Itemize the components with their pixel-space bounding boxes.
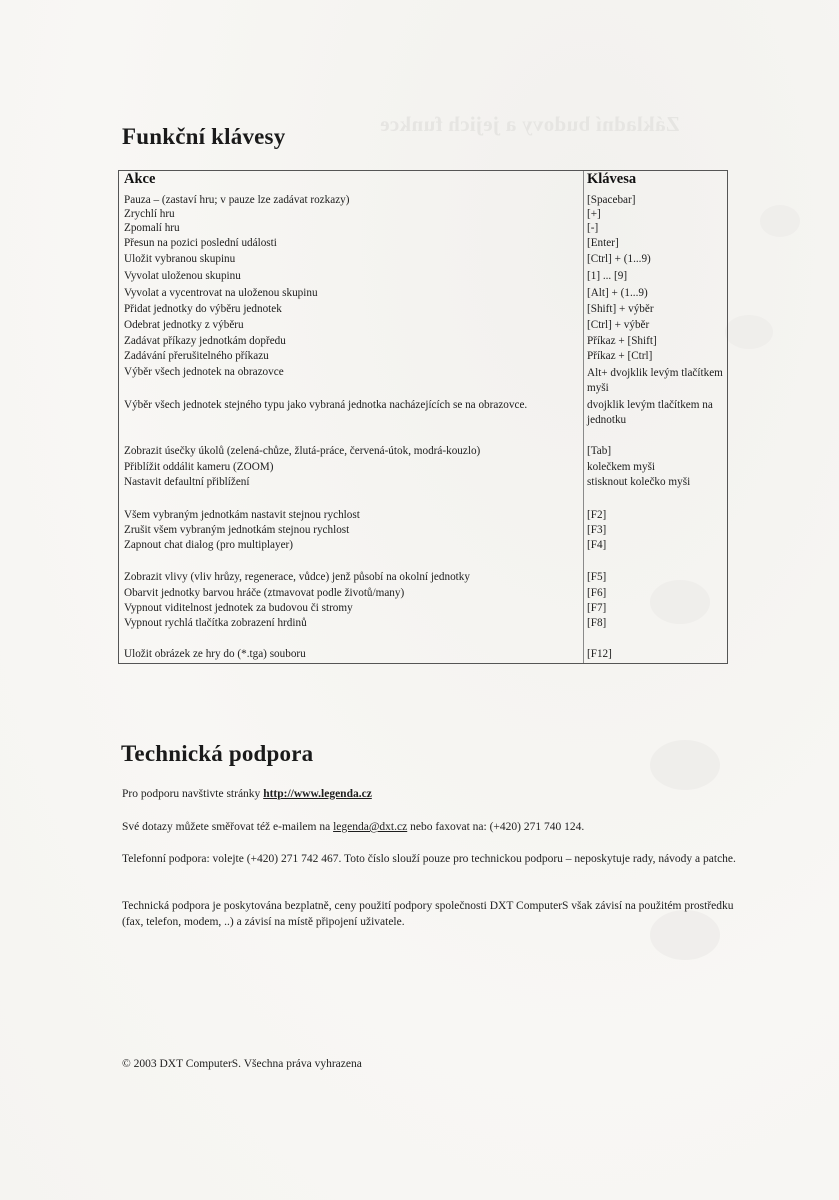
technical-support-title: Technická podpora <box>121 741 314 766</box>
support-paragraph-web <box>122 786 742 802</box>
row-action: Vyvolat a vycentrovat na uloženou skupinu <box>124 287 318 299</box>
row-action: Výběr všech jednotek stejného typu jako vybraná jednotka nacházejících se na obrazovce. <box>124 399 528 411</box>
support-paragraph-pricing: Technická podpora je poskytována bezplatně, ceny použití podpory společnosti DXT ComputerS však závisí na použitém prostředku (fax, telefon, modem, ..) a závisí na místě připojení uživatele. <box>122 900 734 928</box>
row-action: Všem vybraným jednotkám nastavit stejnou rychlost <box>124 509 360 521</box>
support-email-link[interactable]: legenda@dxt.cz <box>333 821 408 833</box>
bleed-through-mark <box>725 315 773 349</box>
row-action: Zrušit všem vybraným jednotkám stejnou rychlost <box>124 524 350 536</box>
row-key: [F4] <box>587 539 607 551</box>
row-key: [1] ... [9] <box>587 270 628 282</box>
copyright-footer: © 2003 DXT ComputerS. Všechna práva vyhrazena <box>122 1058 362 1070</box>
row-action: Zapnout chat dialog (pro multiplayer) <box>124 539 294 551</box>
row-action: Odebrat jednotky z výběru <box>124 319 244 331</box>
row-action: Zobrazit úsečky úkolů (zelená-chůze, žlutá-práce, červená-útok, modrá-kouzlo) <box>124 445 481 457</box>
row-key: [Enter] <box>587 237 619 249</box>
row-action: Výběr všech jednotek na obrazovce <box>124 366 284 378</box>
support-paragraph-phone: Telefonní podpora: volejte (+420) 271 742 467. Toto číslo slouží pouze pro technickou podporu – neposkytuje rady, návody a patche. <box>122 853 736 865</box>
row-key: [Spacebar] <box>587 194 636 206</box>
row-key: [-] <box>587 222 599 234</box>
row-action: Vypnout rychlá tlačítka zobrazení hrdinů <box>124 617 307 629</box>
row-action: Přiblížit oddálit kameru (ZOOM) <box>124 461 274 473</box>
row-key: Příkaz + [Ctrl] <box>587 350 653 362</box>
row-action: Zrychlí hru <box>124 208 175 220</box>
row-key: [F12] <box>587 648 612 660</box>
row-key: [F2] <box>587 509 607 521</box>
bleed-through-mark <box>760 205 800 237</box>
header-action: Akce <box>124 171 156 187</box>
function-keys-table <box>118 170 728 664</box>
row-key: kolečkem myši <box>587 461 656 473</box>
row-key: [Ctrl] + výběr <box>587 319 650 331</box>
row-key: Příkaz + [Shift] <box>587 335 657 347</box>
row-key: [F3] <box>587 524 607 536</box>
row-action: Nastavit defaultní přiblížení <box>124 476 250 488</box>
column-divider <box>583 171 584 663</box>
row-action: Vyvolat uloženou skupinu <box>124 270 241 282</box>
row-key: [Tab] <box>587 445 612 457</box>
row-action: Obarvit jednotky barvou hráče (ztmavovat podle životů/many) <box>124 587 405 599</box>
row-action: Zadávání přerušitelného příkazu <box>124 350 269 362</box>
row-key: [+] <box>587 208 601 220</box>
row-action: Zadávat příkazy jednotkám dopředu <box>124 335 286 347</box>
row-key: [Shift] + výběr <box>587 303 654 315</box>
bleed-through-heading: Základní budovy a jejich funkce <box>380 112 680 136</box>
row-action: Zpomalí hru <box>124 222 180 234</box>
support-website-link[interactable]: http://www.legenda.cz <box>263 788 372 800</box>
row-key: dvojklik levým tlačítkem na jednotku <box>587 399 713 426</box>
row-key: Alt+ dvojklik levým tlačítkem myši <box>587 367 723 394</box>
row-key: [F8] <box>587 617 607 629</box>
row-action: Pauza – (zastaví hru; v pauze lze zadávat rozkazy) <box>124 194 350 206</box>
row-key: [Ctrl] + (1...9) <box>587 253 651 265</box>
support-web-text: Pro podporu navštivte stránky <box>122 788 264 800</box>
row-action: Přidat jednotky do výběru jednotek <box>124 303 282 315</box>
support-fax-text: nebo faxovat na: (+420) 271 740 124. <box>407 821 585 833</box>
header-key: Klávesa <box>587 171 637 187</box>
row-key: [F7] <box>587 602 607 614</box>
row-action: Přesun na pozici poslední události <box>124 237 277 249</box>
row-key: [F5] <box>587 571 607 583</box>
row-action: Zobrazit vlivy (vliv hrůzy, regenerace, vůdce) jenž působí na okolní jednotky <box>124 571 470 583</box>
row-action: Uložit obrázek ze hry do (*.tga) souboru <box>124 648 306 660</box>
bleed-through-mark <box>650 740 720 790</box>
function-keys-title: Funkční klávesy <box>122 124 286 149</box>
row-key: [F6] <box>587 587 607 599</box>
support-email-text: Své dotazy můžete směřovat též e-mailem na <box>122 821 334 833</box>
support-paragraph-email <box>122 819 742 835</box>
row-action: Uložit vybranou skupinu <box>124 253 236 265</box>
row-action: Vypnout viditelnost jednotek za budovou či stromy <box>124 602 353 614</box>
row-key: stisknout kolečko myši <box>587 476 691 488</box>
row-key: [Alt] + (1...9) <box>587 287 648 299</box>
